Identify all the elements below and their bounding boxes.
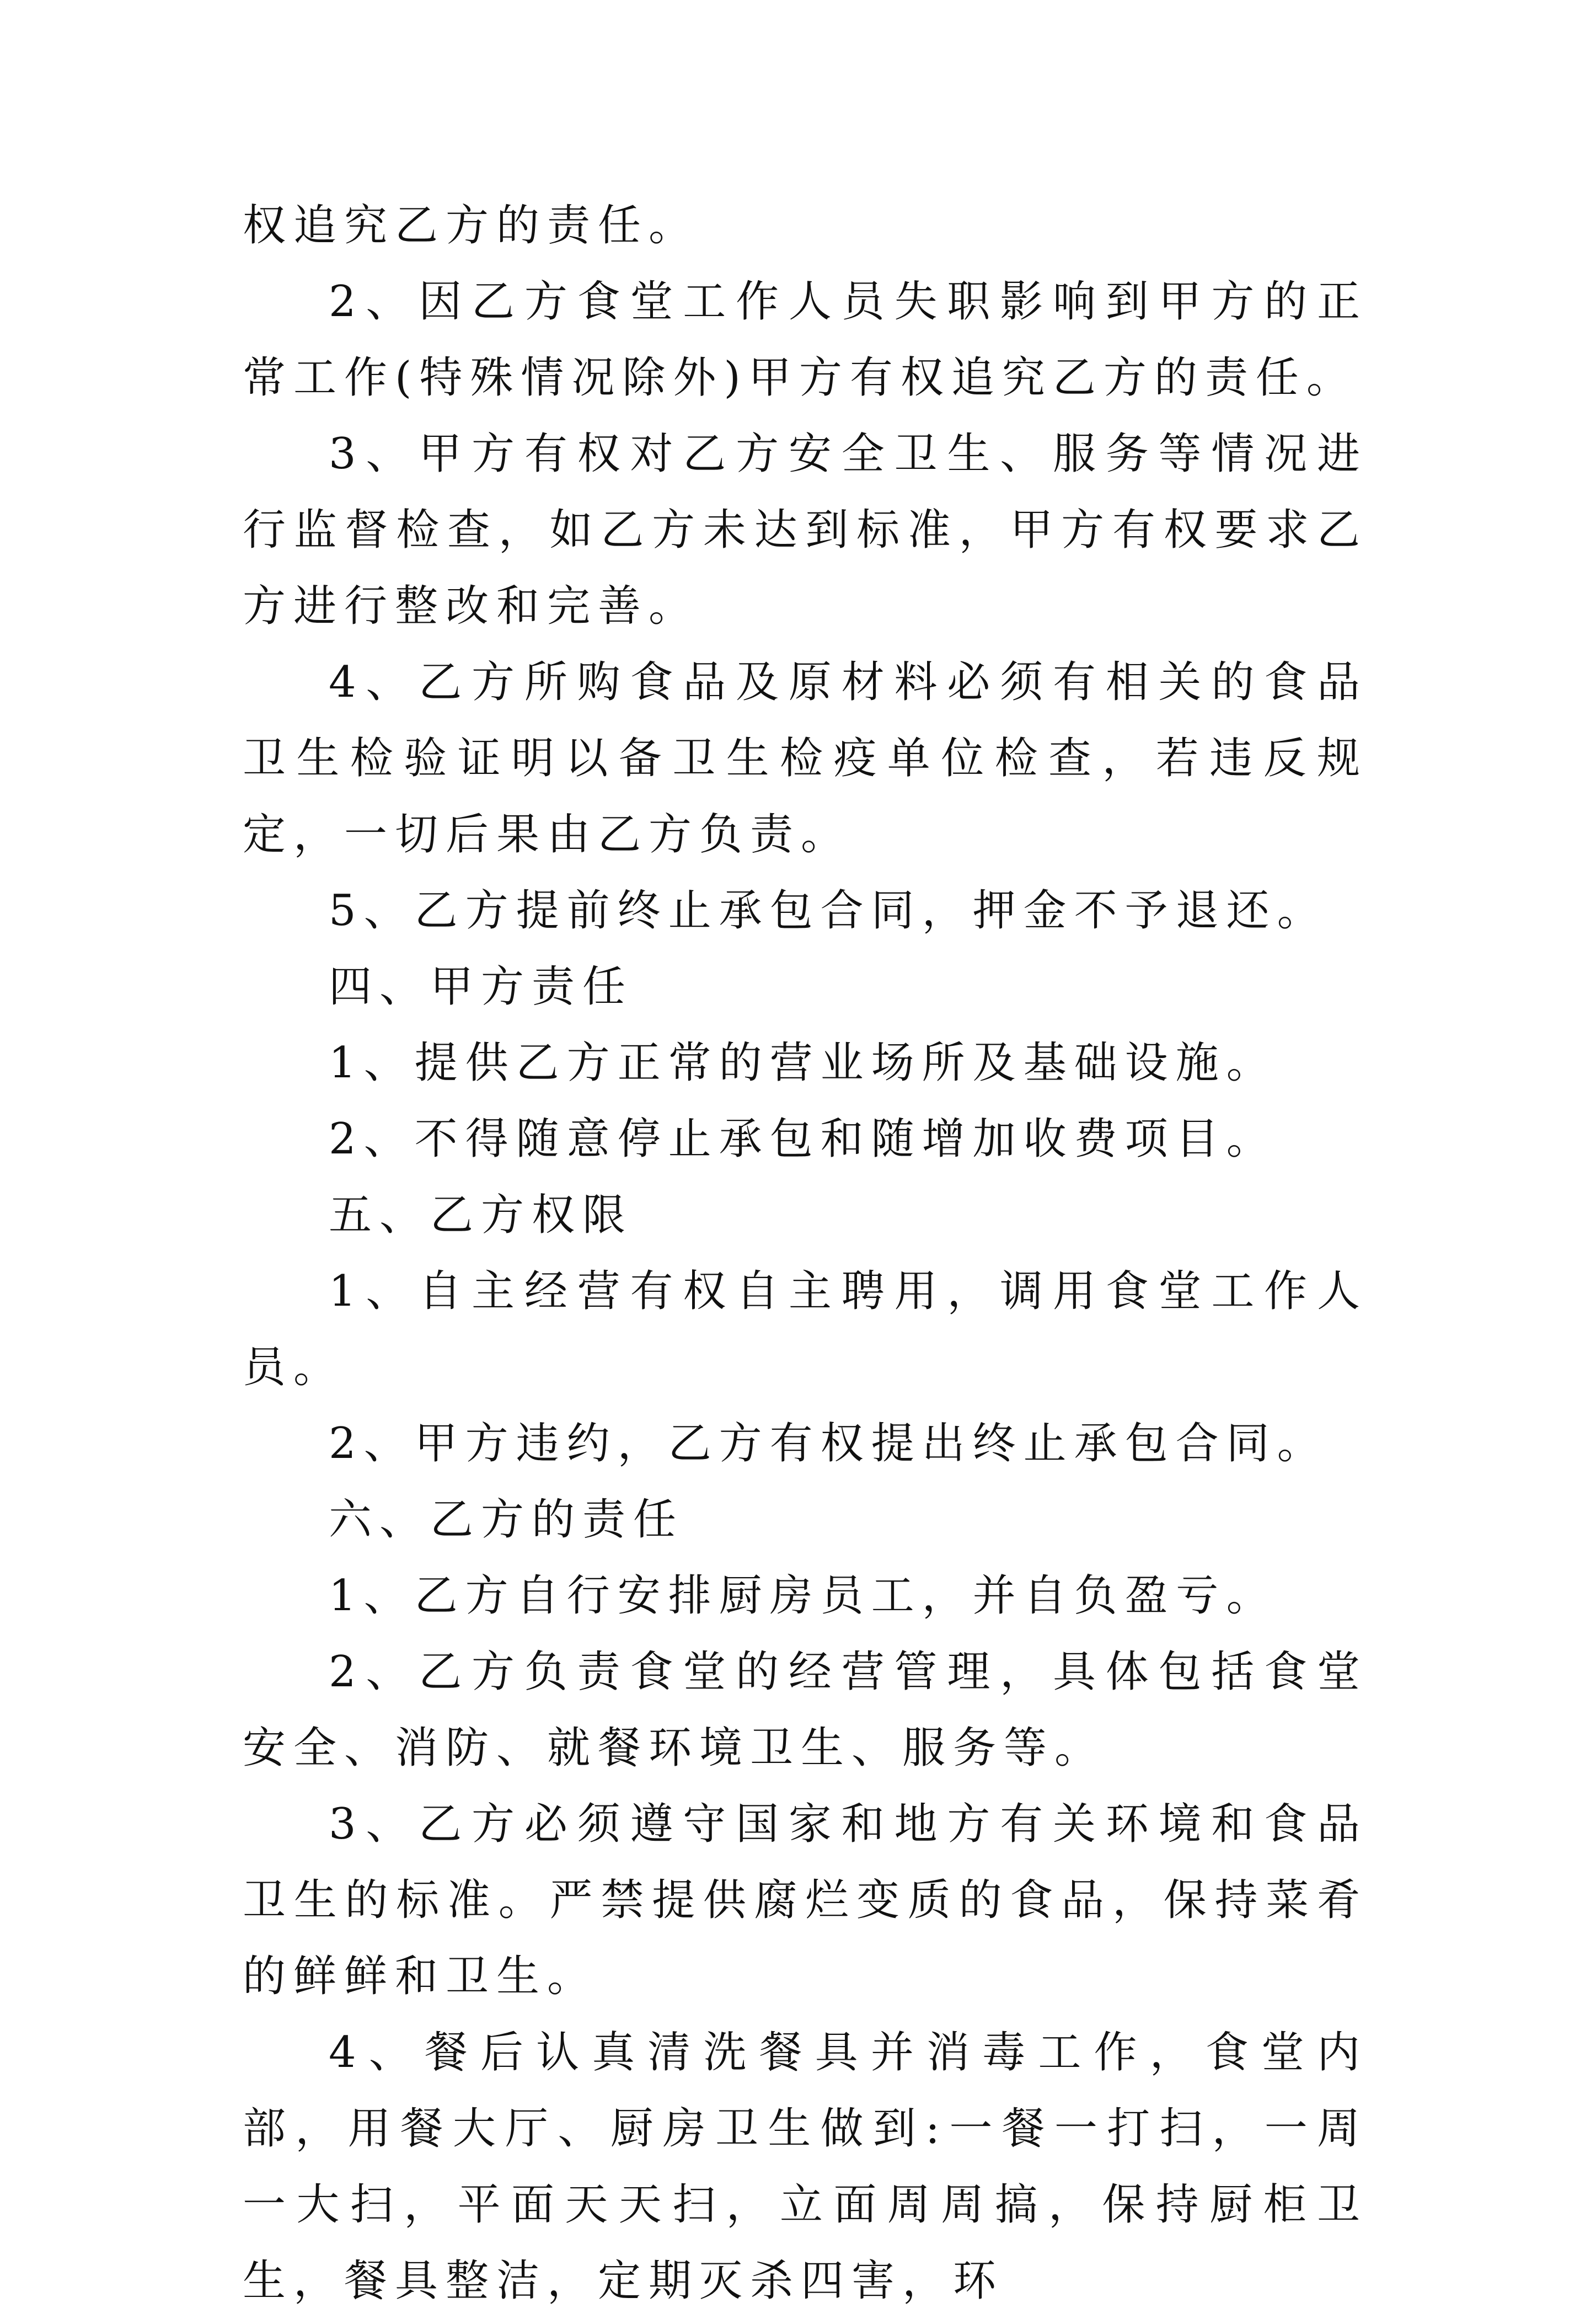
paragraph-clause: 4、乙方所购食品及原材料必须有相关的食品卫生检验证明以备卫生检疫单位检查，若违反规定，一切后果由乙方负责。 bbox=[243, 658, 1368, 859]
section-heading: 四、甲方责任 bbox=[329, 962, 634, 1012]
paragraph-clause: 3、甲方有权对乙方安全卫生、服务等情况进行监督检查，如乙方未达到标准，甲方有权要求乙方进行整改和完善。 bbox=[243, 429, 1368, 631]
paragraph-continuation: 权追究乙方的责任。 bbox=[243, 201, 700, 250]
paragraph-clause: 5、乙方提前终止承包合同，押金不予退还。 bbox=[329, 886, 1328, 936]
paragraph-clause: 2、甲方违约，乙方有权提出终止承包合同。 bbox=[329, 1419, 1328, 1468]
paragraph-clause: 3、乙方必须遵守国家和地方有关环境和食品卫生的标准。严禁提供腐烂变质的食品，保持菜肴的鲜鲜和卫生。 bbox=[243, 1799, 1368, 2001]
paragraph-clause: 2、乙方负责食堂的经营管理，具体包括食堂安全、消防、就餐环境卫生、服务等。 bbox=[243, 1647, 1368, 1773]
section-heading: 五、乙方权限 bbox=[329, 1190, 634, 1240]
document-body bbox=[243, 188, 1368, 2319]
paragraph-clause: 2、不得随意停止承包和随增加收费项目。 bbox=[329, 1114, 1277, 1164]
paragraph-clause: 1、乙方自行安排厨房员工，并自负盈亏。 bbox=[329, 1571, 1277, 1621]
paragraph-clause: 1、提供乙方正常的营业场所及基础设施。 bbox=[329, 1038, 1277, 1088]
paragraph-clause: 4、餐后认真清洗餐具并消毒工作，食堂内部，用餐大厅、厨房卫生做到:一餐一打扫，一周一大扫，平面天天扫，立面周周搞，保持厨柜卫生，餐具整洁，定期灭杀四害，环 bbox=[243, 2028, 1368, 2306]
section-heading: 六、乙方的责任 bbox=[329, 1495, 684, 1545]
paragraph-clause: 2、因乙方食堂工作人员失职影响到甲方的正常工作(特殊情况除外)甲方有权追究乙方的责任。 bbox=[243, 277, 1368, 403]
paragraph-clause: 1、自主经营有权自主聘用，调用食堂工作人员。 bbox=[243, 1267, 1368, 1392]
